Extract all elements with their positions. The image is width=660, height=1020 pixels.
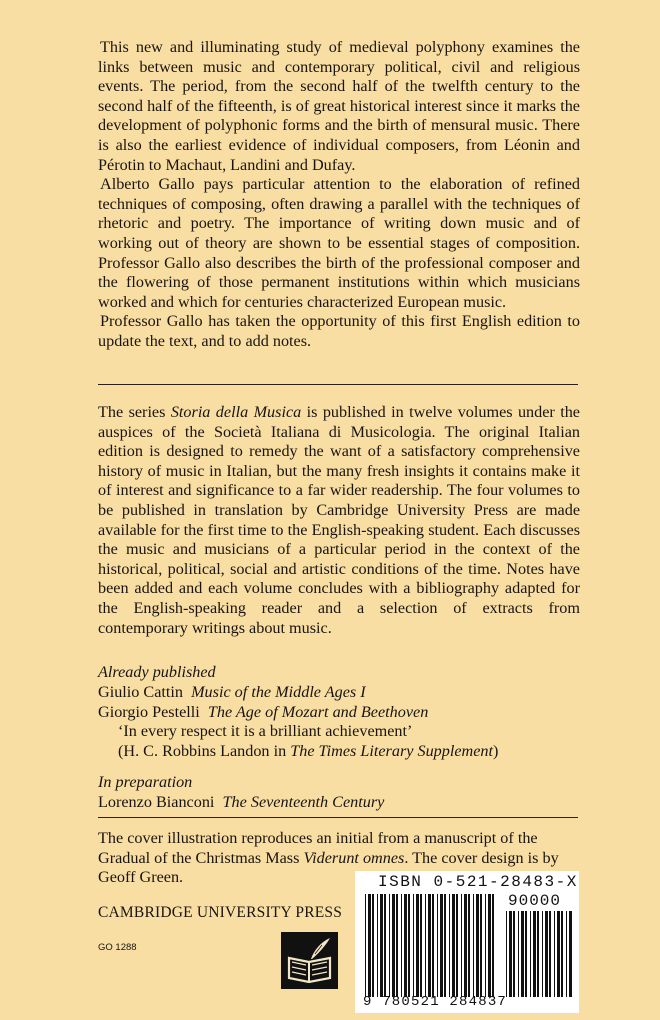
- barcode-bar: [464, 894, 467, 997]
- book-author: Giorgio Pestelli: [98, 702, 200, 721]
- cover-note-before: The cover illustration reproduces an initial from a manuscript of the Gradual of the Christmas Mass: [98, 829, 538, 867]
- publisher-logo: [281, 932, 338, 989]
- barcode-bar: [452, 894, 455, 997]
- barcode-bar: [542, 911, 543, 997]
- series-description: [98, 403, 580, 638]
- divider-bottom: [98, 817, 578, 818]
- barcode-bar: [521, 911, 524, 997]
- barcode-bar: [372, 894, 374, 997]
- barcode-bar: [456, 894, 458, 997]
- book-entry: [98, 703, 580, 723]
- barcode-bar: [533, 911, 536, 997]
- barcode-bar: [509, 911, 512, 997]
- barcode-bar: [549, 911, 551, 997]
- barcode-bar: [416, 894, 419, 997]
- barcode-bar: [566, 911, 567, 997]
- barcode-bar: [380, 894, 383, 997]
- barcode-bar: [404, 894, 407, 997]
- barcode-bar: [506, 911, 507, 997]
- barcode-bar: [396, 894, 398, 997]
- addon-barcode: [506, 911, 574, 997]
- barcode-bar: [401, 894, 402, 997]
- book-author: Lorenzo Bianconi: [98, 792, 215, 811]
- series-intro: The series: [98, 403, 171, 421]
- barcode-bar: [389, 894, 390, 997]
- barcode-bar: [408, 894, 410, 997]
- review-source-title: The Times Literary Supplement: [290, 742, 494, 761]
- stock-code: GO 1288: [98, 942, 137, 953]
- book-author: Giulio Cattin: [98, 682, 183, 701]
- blurb-paragraph-3: Professor Gallo has taken the opportunity of this first English edition to update the text, and to add notes.: [98, 312, 580, 350]
- barcode-bar: [444, 894, 446, 997]
- publisher-name: CAMBRIDGE UNIVERSITY PRESS: [98, 904, 343, 921]
- barcode-bar: [480, 894, 482, 997]
- barcode-bar: [492, 894, 494, 997]
- barcode-bar: [525, 911, 527, 997]
- in-preparation: [98, 773, 580, 813]
- barcode-bar: [569, 911, 572, 997]
- barcode-bar: [413, 894, 414, 997]
- barcode-bar: [468, 894, 470, 997]
- barcode-bar: [428, 894, 431, 997]
- blurb-paragraph-1: This new and illuminating study of medieval polyphony examines the links between music and contemporary political, civil and religious events. The period, from the second half of the twelfth century to the second half of the fifteenth, is of great historical interest since it marks the development of polyphonic forms and the birth of mensural music. There is also the earliest evidence of individual composers, from Léonin and Pérotin to Machaut, Landini and Dufay.: [98, 38, 580, 174]
- book-entry: [98, 793, 580, 813]
- blurb-paragraph-2: Alberto Gallo pays particular attention to the elaboration of refined techniques of composing, often drawing a parallel with the techniques of rhetoric and poetry. The importance of writing down music and of working out of theory are shown to be essential stages of composition. Professor Gallo also describes the birth of the professional composer and the flowering of those permanent institutions within which musicians worked and which for centuries characterized European music.: [98, 175, 580, 311]
- barcode-bar: [420, 894, 422, 997]
- barcode-bar: [365, 894, 366, 997]
- barcode-bar: [518, 911, 519, 997]
- barcode-bar: [561, 911, 563, 997]
- barcode-bar: [437, 894, 438, 997]
- isbn-label: ISBN 0-521-28483-X: [378, 873, 578, 891]
- barcode-bar: [513, 911, 515, 997]
- price-addon-label: 90000: [508, 892, 562, 910]
- barcode-bar: [432, 894, 434, 997]
- cover-note-title: Viderunt omnes: [303, 848, 405, 867]
- review-quote: ‘In every respect it is a brilliant achievement’: [118, 722, 413, 741]
- book-title: Music of the Middle Ages I: [191, 682, 366, 701]
- book-quill-icon: [281, 932, 338, 989]
- barcode-bar: [537, 911, 539, 997]
- book-entry: [98, 683, 580, 703]
- barcode-bar: [449, 894, 450, 997]
- barcode-bar: [530, 911, 531, 997]
- blurb: [98, 38, 580, 352]
- barcode-bar: [488, 894, 491, 997]
- ean-number: 9 780521 284837: [363, 994, 508, 1010]
- already-published-heading: Already published: [98, 663, 216, 681]
- cover-note-after: . The cover design is by Geoff Green.: [98, 848, 559, 887]
- barcode-bar: [368, 894, 371, 997]
- series-title: Storia della Musica: [170, 403, 302, 421]
- review-source: [98, 742, 580, 762]
- divider-top: [98, 384, 578, 385]
- barcode-bar: [476, 894, 479, 997]
- in-preparation-heading: In preparation: [98, 773, 193, 791]
- barcode-bar: [377, 894, 378, 997]
- barcode-bar: [473, 894, 474, 997]
- book-title: The Age of Mozart and Beethoven: [207, 702, 429, 721]
- barcode-bar: [554, 911, 555, 997]
- book-title: The Seventeenth Century: [222, 792, 385, 811]
- series-body: is published in twelve volumes under the auspices of the Società Italiana di Musicologia. The original Italian edition is designed to remedy the want of a satisfactory comprehensive history of music in Italian, but the many fresh insights it contains make it of interest and significance to a far wider readership. The four volumes to be published in translation by Cambridge University Press are made available for the first time to the English-speaking student. Each discusses the music and musicians of a particular period in the context of the historical, political, social and artistic conditions of the time. Notes have been added and each volume concludes with a bibliography adapted for the English-speaking reader and a selection of extracts from contemporary writings about music.: [98, 403, 580, 637]
- barcode-bar: [384, 894, 386, 997]
- series-paragraph: [98, 403, 580, 638]
- barcode-bar: [485, 894, 486, 997]
- barcode-bar: [545, 911, 548, 997]
- barcode-bar: [392, 894, 395, 997]
- barcode-bar: [425, 894, 426, 997]
- barcode-bar: [557, 911, 560, 997]
- already-published: [98, 663, 580, 762]
- barcode-bar: [440, 894, 443, 997]
- ean-barcode: [365, 894, 499, 997]
- review-source-prefix: (H. C. Robbins Landon in: [118, 742, 291, 761]
- review-source-suffix: ): [493, 742, 499, 761]
- barcode-bar: [461, 894, 462, 997]
